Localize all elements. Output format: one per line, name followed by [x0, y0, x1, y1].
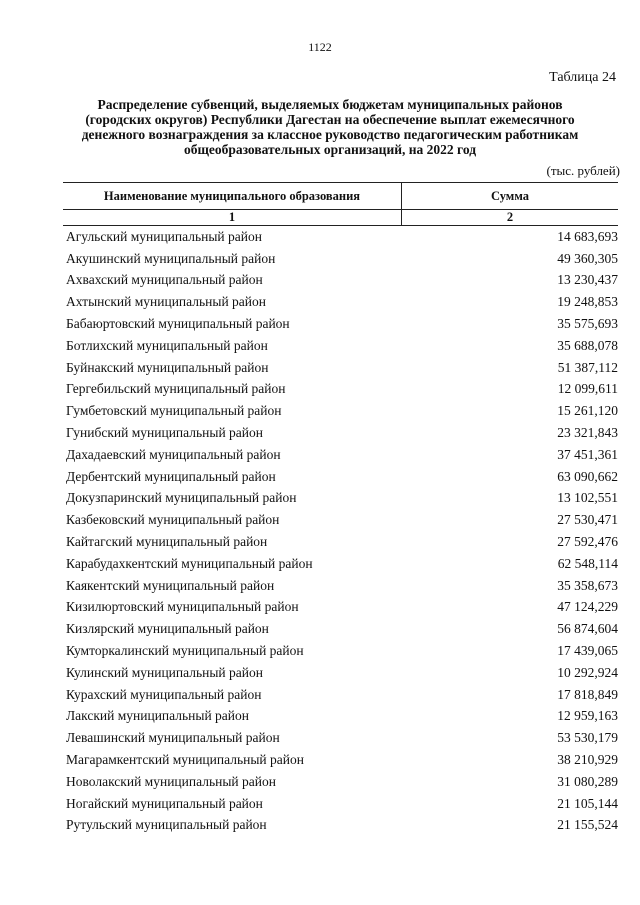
table-row [63, 684, 618, 706]
subsidy-amount: 21 155,524 [557, 817, 618, 833]
subsidy-table [63, 182, 618, 836]
subsidy-amount: 35 358,673 [557, 577, 618, 593]
subsidy-amount: 51 387,112 [557, 359, 618, 375]
municipality-name: Курахский муниципальный район [66, 686, 262, 702]
table-row [63, 727, 618, 749]
municipality-name: Дербентский муниципальный район [66, 468, 276, 484]
municipality-name: Акушинский муниципальный район [66, 250, 276, 266]
column-header-name: Наименование муниципального образования [63, 183, 402, 210]
table-row [63, 466, 618, 488]
municipality-name: Карабудахкентский муниципальный район [66, 555, 313, 571]
column-header-sum: Сумма [402, 183, 619, 210]
table-row [63, 444, 618, 466]
table-row [63, 662, 618, 684]
table-row [63, 706, 618, 728]
subsidy-amount: 62 548,114 [557, 555, 618, 571]
municipality-name: Докузпаринский муниципальный район [66, 490, 297, 506]
subsidy-amount: 14 683,693 [557, 228, 618, 244]
title-line: (городских округов) Республики Дагестан на обеспечение выплат ежемесячного [85, 112, 575, 127]
table-row [63, 270, 618, 292]
title-line: общеобразовательных организаций, на 2022 год [183, 142, 477, 157]
table-row [63, 771, 618, 793]
table-row [63, 335, 618, 357]
table-row [63, 357, 618, 379]
municipality-name: Рутульский муниципальный район [66, 817, 267, 833]
subsidy-amount: 49 360,305 [557, 250, 618, 266]
table-body [63, 226, 618, 837]
municipality-name: Гумбетовский муниципальный район [66, 403, 282, 419]
municipality-name: Бабаюртовский муниципальный район [66, 316, 290, 332]
subsidy-amount: 21 105,144 [557, 795, 618, 811]
municipality-name: Ботлихский муниципальный район [66, 337, 268, 353]
subsidy-amount: 53 530,179 [557, 730, 618, 746]
municipality-name: Ахтынский муниципальный район [66, 294, 266, 310]
table-row [63, 575, 618, 597]
municipality-name: Буйнакский муниципальный район [66, 359, 269, 375]
table-row [63, 248, 618, 270]
subsidy-amount: 47 124,229 [557, 599, 618, 615]
municipality-name: Казбековский муниципальный район [66, 512, 280, 528]
municipality-name: Кумторкалинский муниципальный район [66, 643, 304, 659]
subsidy-amount: 63 090,662 [557, 468, 618, 484]
document-title [60, 97, 600, 157]
table-row [63, 553, 618, 575]
table-label: Таблица 24 [549, 70, 616, 85]
municipality-name: Лакский муниципальный район [66, 708, 250, 724]
municipality-name: Кайтагский муниципальный район [66, 534, 268, 550]
municipality-name: Кизилюртовский муниципальный район [66, 599, 299, 615]
table-row [63, 226, 618, 248]
municipality-name: Ногайский муниципальный район [66, 795, 263, 811]
subsidy-amount: 38 210,929 [557, 752, 618, 768]
table-row [63, 291, 618, 313]
title-line: денежного вознаграждения за классное руководство педагогическим работникам [81, 127, 579, 142]
subsidy-amount: 56 874,604 [557, 621, 618, 637]
table-row [63, 400, 618, 422]
municipality-name: Магарамкентский муниципальный район [66, 752, 304, 768]
table-row [63, 749, 618, 771]
table-row [63, 815, 618, 837]
municipality-name: Дахадаевский муниципальный район [66, 446, 281, 462]
column-number-name: 1 [63, 210, 402, 226]
subsidy-amount: 17 439,065 [557, 643, 618, 659]
table-row [63, 313, 618, 335]
subsidy-amount: 31 080,289 [557, 773, 618, 789]
subsidy-amount: 19 248,853 [557, 294, 618, 310]
subsidy-amount: 23 321,843 [557, 425, 618, 441]
table-row [63, 618, 618, 640]
table-row [63, 422, 618, 444]
table-row [63, 531, 618, 553]
municipality-name: Левашинский муниципальный район [66, 730, 280, 746]
units-note: (тыс. рублей) [546, 163, 620, 178]
subsidy-amount: 37 451,361 [557, 446, 618, 462]
table-row [63, 793, 618, 815]
subsidy-amount: 12 099,611 [557, 381, 618, 397]
subsidy-amount: 12 959,163 [557, 708, 618, 724]
subsidy-amount: 15 261,120 [557, 403, 618, 419]
table-row [63, 379, 618, 401]
subsidy-amount: 35 575,693 [557, 316, 618, 332]
subsidy-amount: 13 230,437 [557, 272, 618, 288]
page-number: 1122 [308, 40, 332, 54]
municipality-name: Кулинский муниципальный район [66, 664, 263, 680]
subsidy-amount: 35 688,078 [557, 337, 618, 353]
title-line: Распределение субвенций, выделяемых бюджетам муниципальных районов [97, 97, 563, 112]
municipality-name: Кизлярский муниципальный район [66, 621, 269, 637]
table-row [63, 640, 618, 662]
municipality-name: Гергебильский муниципальный район [66, 381, 286, 397]
column-number-sum: 2 [402, 210, 619, 226]
table-row [63, 488, 618, 510]
municipality-name: Новолакский муниципальный район [66, 773, 276, 789]
subsidy-amount: 17 818,849 [557, 686, 618, 702]
table-row [63, 509, 618, 531]
municipality-name: Каякентский муниципальный район [66, 577, 275, 593]
municipality-name: Ахвахский муниципальный район [66, 272, 263, 288]
municipality-name: Гунибский муниципальный район [66, 425, 263, 441]
table-row [63, 597, 618, 619]
subsidy-amount: 13 102,551 [557, 490, 618, 506]
subsidy-amount: 10 292,924 [557, 664, 618, 680]
subsidy-amount: 27 530,471 [557, 512, 618, 528]
subsidy-amount: 27 592,476 [557, 534, 618, 550]
municipality-name: Агульский муниципальный район [66, 228, 262, 244]
